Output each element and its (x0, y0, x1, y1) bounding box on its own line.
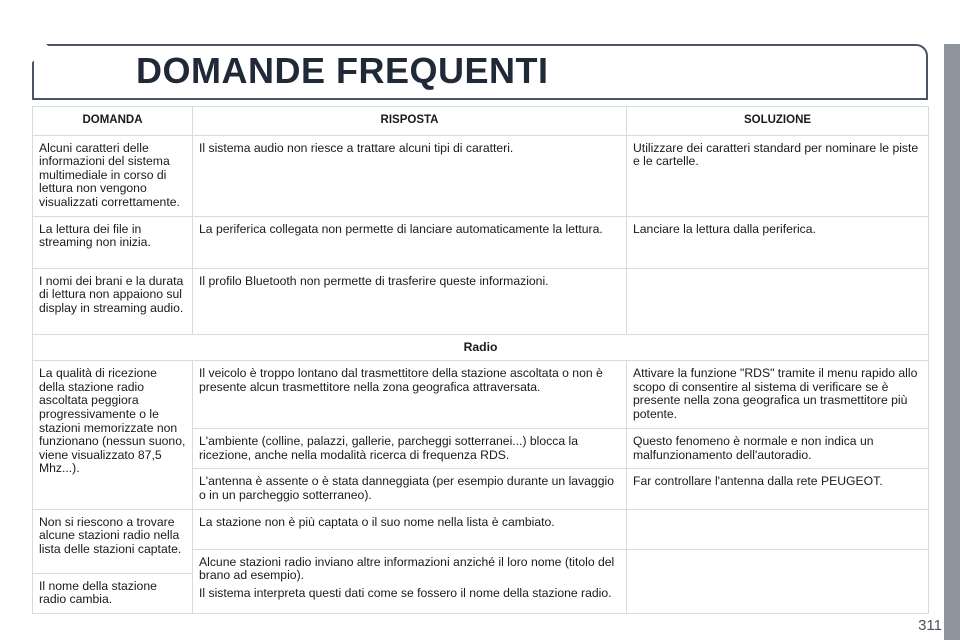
answer-paragraph: Alcune stazioni radio inviano altre informazioni anziché il loro nome (titolo del brano ad esempio). (199, 554, 615, 583)
question-cell: Alcuni caratteri delle informazioni del sistema multimediale in corso di lettura non vengono visualizzati correttamente. (33, 135, 193, 216)
answer-cell (193, 549, 627, 613)
side-tab-bar (944, 44, 960, 640)
solution-cell: Attivare la funzione "RDS" tramite il menu rapido allo scopo di consentire al sistema di verificare se è presente nella zona geografica un trasmettitore più potente. (627, 361, 929, 429)
solution-cell: Questo fenomeno è normale e non indica un malfunzionamento dell'autoradio. (627, 429, 929, 469)
solution-cell: Far controllare l'antenna dalla rete PEUGEOT. (627, 469, 929, 509)
section-row-radio (33, 334, 929, 361)
answer-cell: Il sistema audio non riesce a trattare alcuni tipi di caratteri. (193, 135, 627, 216)
section-label-radio: Radio (33, 334, 929, 361)
solution-cell (627, 268, 929, 334)
answer-cell: L'ambiente (colline, palazzi, gallerie, parcheggi sotterranei...) blocca la ricezione, anche nella modalità ricerca di frequenza RDS. (193, 429, 627, 469)
answer-cell: Il veicolo è troppo lontano dal trasmettitore della stazione ascoltata o non è presente alcun trasmettitore nella zona geografica attraversata. (193, 361, 627, 429)
answer-paragraph: Il sistema interpreta questi dati come se fossero il nome della stazione radio. (199, 585, 612, 600)
answer-cell: Il profilo Bluetooth non permette di trasferire queste informazioni. (193, 268, 627, 334)
page-number: 311 (918, 617, 942, 634)
table-row (33, 361, 929, 429)
table-row (33, 268, 929, 334)
question-cell: I nomi dei brani e la durata di lettura non appaiono sul display in streaming audio. (33, 268, 193, 334)
table-header-row (33, 107, 929, 136)
question-cell: La qualità di ricezione della stazione radio ascoltata peggiora progressivamente o le stazioni memorizzate non funzionano (nessun suono, viene visualizzato 87,5 Mhz...). (33, 361, 193, 509)
question-cell: Non si riescono a trovare alcune stazioni radio nella lista delle stazioni captate. (33, 509, 193, 573)
solution-cell: Utilizzare dei caratteri standard per nominare le piste e le cartelle. (627, 135, 929, 216)
table-row (33, 216, 929, 268)
solution-cell (627, 549, 929, 613)
faq-table (32, 106, 929, 614)
answer-cell: L'antenna è assente o è stata danneggiata (per esempio durante un lavaggio o in un parcheggio sotterraneo). (193, 469, 627, 509)
column-header-risposta: RISPOSTA (193, 107, 627, 136)
table-row (33, 509, 929, 549)
answer-cell: La stazione non è più captata o il suo nome nella lista è cambiato. (193, 509, 627, 549)
question-cell: Il nome della stazione radio cambia. (33, 573, 193, 613)
question-cell: La lettura dei file in streaming non inizia. (33, 216, 193, 268)
table-row (33, 135, 929, 216)
solution-cell (627, 509, 929, 549)
solution-cell: Lanciare la lettura dalla periferica. (627, 216, 929, 268)
answer-cell: La periferica collegata non permette di lanciare automaticamente la lettura. (193, 216, 627, 268)
column-header-domanda: DOMANDA (33, 107, 193, 136)
column-header-soluzione: SOLUZIONE (627, 107, 929, 136)
page-title: DOMANDE FREQUENTI (136, 50, 549, 91)
